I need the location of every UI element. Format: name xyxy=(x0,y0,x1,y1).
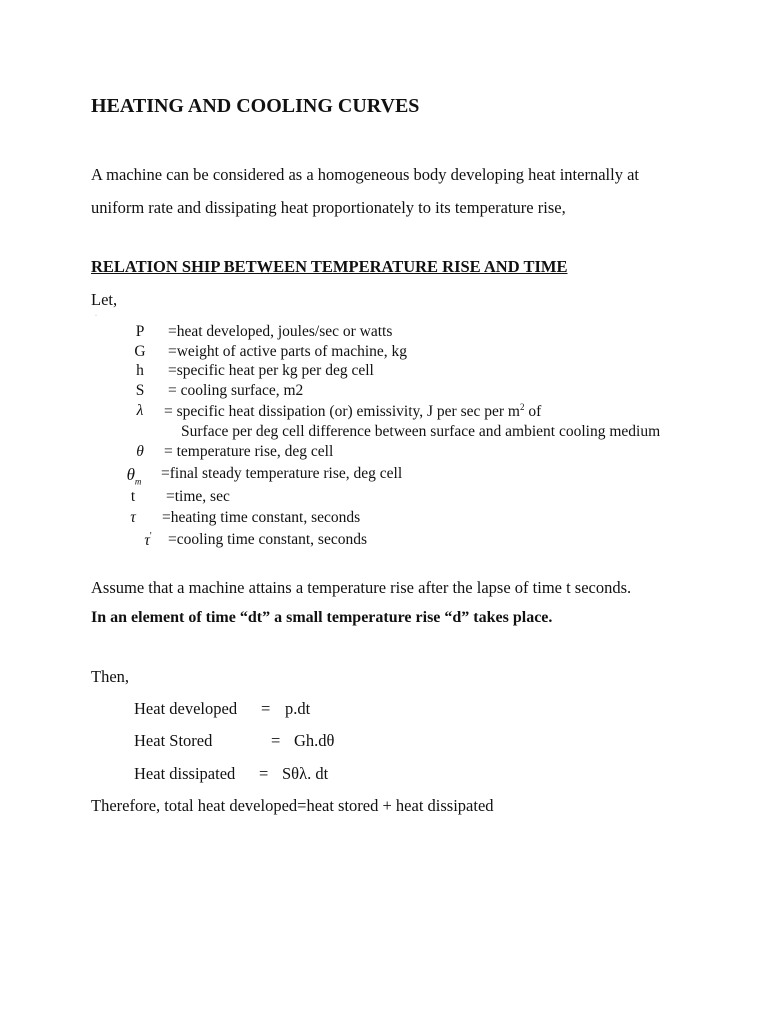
symbol-tau: τ xyxy=(130,509,136,526)
symbol-theta: θ xyxy=(136,443,144,460)
symbol-h: h xyxy=(136,362,144,379)
definition-p: =heat developed, joules/sec or watts xyxy=(168,323,393,340)
stray-mark: · xyxy=(95,313,97,319)
equation-label-stored: Heat Stored xyxy=(134,731,213,750)
then-label: Then, xyxy=(91,667,130,686)
assume-text: Assume that a machine attains a temperature rise after the lapse of time t seconds. xyxy=(91,578,632,597)
definition-theta-m: =final steady temperature rise, deg cell xyxy=(161,465,403,482)
equation-sign-dissipated: = xyxy=(259,764,269,783)
equation-label-developed: Heat developed xyxy=(134,699,238,718)
equation-value-developed: p.dt xyxy=(285,699,311,718)
definition-theta: = temperature rise, deg cell xyxy=(164,443,334,460)
page-title: HEATING AND COOLING CURVES xyxy=(91,95,420,117)
equation-sign-developed: = xyxy=(261,699,271,718)
symbol-theta-m: $\theta_m$ xyxy=(126,465,142,487)
definition-tau-prime: =cooling time constant, seconds xyxy=(168,531,368,548)
equation-sign-stored: = xyxy=(271,731,281,750)
definition-tau: =heating time constant, seconds xyxy=(162,509,361,526)
definition-s: = cooling surface, m2 xyxy=(168,382,304,399)
intro-line-2: uniform rate and dissipating heat proportionately to its temperature rise, xyxy=(91,198,566,217)
symbol-g: G xyxy=(134,343,146,360)
symbol-p: P xyxy=(135,323,145,340)
definition-lambda-continuation: Surface per deg cell difference between surface and ambient cooling medium xyxy=(181,423,661,440)
intro-line-1: A machine can be considered as a homogeneous body developing heat internally at xyxy=(91,165,639,184)
let-label: Let, xyxy=(91,290,118,309)
section-heading: RELATION SHIP BETWEEN TEMPERATURE RISE AND TIME xyxy=(91,257,568,276)
definition-h: =specific heat per kg per deg cell xyxy=(168,362,374,379)
symbol-s: S xyxy=(135,382,145,399)
symbol-tau-prime: τ' xyxy=(144,531,152,550)
definition-g: =weight of active parts of machine, kg xyxy=(168,343,408,360)
definition-t: =time, sec xyxy=(166,488,230,505)
symbol-t: t xyxy=(130,488,136,505)
therefore-text: Therefore, total heat developed=heat stored + heat dissipated xyxy=(91,796,494,815)
definition-lambda: = specific heat dissipation (or) emissivity, J per sec per $m^2$ of xyxy=(164,402,542,421)
symbol-lambda: λ xyxy=(136,402,144,419)
equation-label-dissipated: Heat dissipated xyxy=(134,764,236,783)
equation-value-stored: Gh.dθ xyxy=(294,731,335,750)
equation-value-dissipated: Sθλ. dt xyxy=(282,764,329,783)
element-text: In an element of time “dt” a small temperature rise “d” takes place. xyxy=(91,609,553,626)
